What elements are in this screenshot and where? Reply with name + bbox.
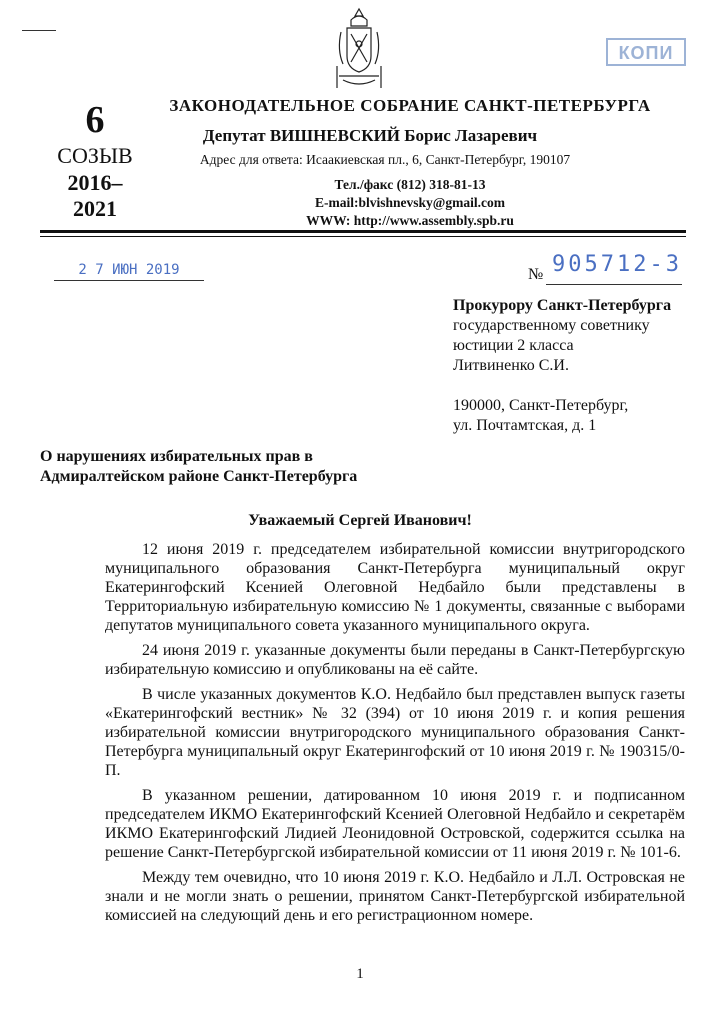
letter-subject [40, 447, 460, 487]
deputy-name: Депутат ВИШНЕВСКИЙ Борис Лазаревич [202, 126, 538, 145]
greeting: Уважаемый Сергей Иванович! [248, 512, 472, 529]
recipient-rank: государственному советнику [453, 317, 650, 334]
page-number: 1 [356, 966, 364, 982]
reply-address: Адрес для ответа: Исаакиевская пл., 6, Санкт-Петербург, 190107 [199, 152, 571, 167]
registration-number-stamp: 905712-3 [552, 252, 682, 277]
organization-title: ЗАКОНОДАТЕЛЬНОЕ СОБРАНИЕ САНКТ-ПЕТЕРБУРГА [169, 96, 651, 115]
top-margin-mark [22, 30, 56, 31]
copy-stamp: КОПИ [606, 38, 686, 66]
subject-line-2: Адмиралтейском районе Санкт-Петербурга [40, 468, 358, 485]
registration-number-label: № [528, 266, 544, 283]
date-stamp: 2 7 ИЮН 2019 [54, 262, 204, 281]
recipient-street: ул. Почтамтская, д. 1 [453, 417, 597, 434]
letter-body [105, 540, 685, 931]
recipient-title: Прокурору Санкт-Петербурга [453, 297, 672, 314]
convocation-label: СОЗЫВ [57, 143, 133, 168]
header-rule-thin [40, 236, 686, 237]
convocation-block [40, 100, 150, 222]
body-paragraph: В числе указанных документов К.О. Недбайло был представлен выпуск газеты «Екатерингофский вестник» № 32 (394) от 10 июня 2019 г. и копия решения избирательной комиссии внутригородского муниципального образования Санкт-Петербурга муниципальный округ Екатерингофский от 10 июня 2019 г. № 190315/0-П. [105, 686, 685, 779]
body-paragraph: 12 июня 2019 г. председателем избирательной комиссии внутригородского муниципального образования Санкт-Петербурга муниципальный округ Екатерингофский Ксенией Олеговной Недбайло были представлены в Территориальную избирательную комиссию № 1 документы, связанные с выборами депутатов муниципального совета указанного муниципального округа. [105, 541, 685, 634]
recipient-city: 190000, Санкт-Петербург, [453, 397, 629, 414]
coat-of-arms-emblem [333, 6, 385, 94]
email-address: E-mail:blvishnevsky@gmail.com [315, 195, 505, 210]
website: WWW: http://www.assembly.spb.ru [306, 213, 514, 228]
registration-number-line [546, 284, 682, 285]
body-paragraph: Между тем очевидно, что 10 июня 2019 г. К.О. Недбайло и Л.Л. Островская не знали и не могли знать о решении, принятом Санкт-Петербургской избирательной комиссией на следующий день и его регистрационном номере. [105, 869, 685, 924]
header-rule-thick [40, 230, 686, 233]
convocation-number: 6 [85, 99, 105, 141]
subject-line-1: О нарушениях избирательных прав в [40, 448, 313, 465]
recipient-class: юстиции 2 класса [453, 337, 574, 354]
phone-fax: Тел./факс (812) 318-81-13 [334, 177, 486, 192]
recipient-name: Литвиненко С.И. [453, 357, 569, 374]
contact-block [260, 176, 560, 230]
convocation-years-start: 2016– [67, 170, 123, 195]
convocation-years-end: 2021 [73, 196, 117, 221]
recipient-block [453, 296, 713, 436]
body-paragraph: 24 июня 2019 г. указанные документы были переданы в Санкт-Петербургскую избирательную комиссию и опубликованы на её сайте. [105, 642, 685, 678]
body-paragraph: В указанном решении, датированном 10 июня 2019 г. и подписанном председателем ИКМО Екатерингофский Ксенией Олеговной Недбайло и секретарём ИКМО Екатерингофский Лидией Леонидовной Островской, содержится ссылка на решение Санкт-Петербургской избирательной комиссии от 11 июня 2019 г. № 101-6. [105, 787, 685, 861]
